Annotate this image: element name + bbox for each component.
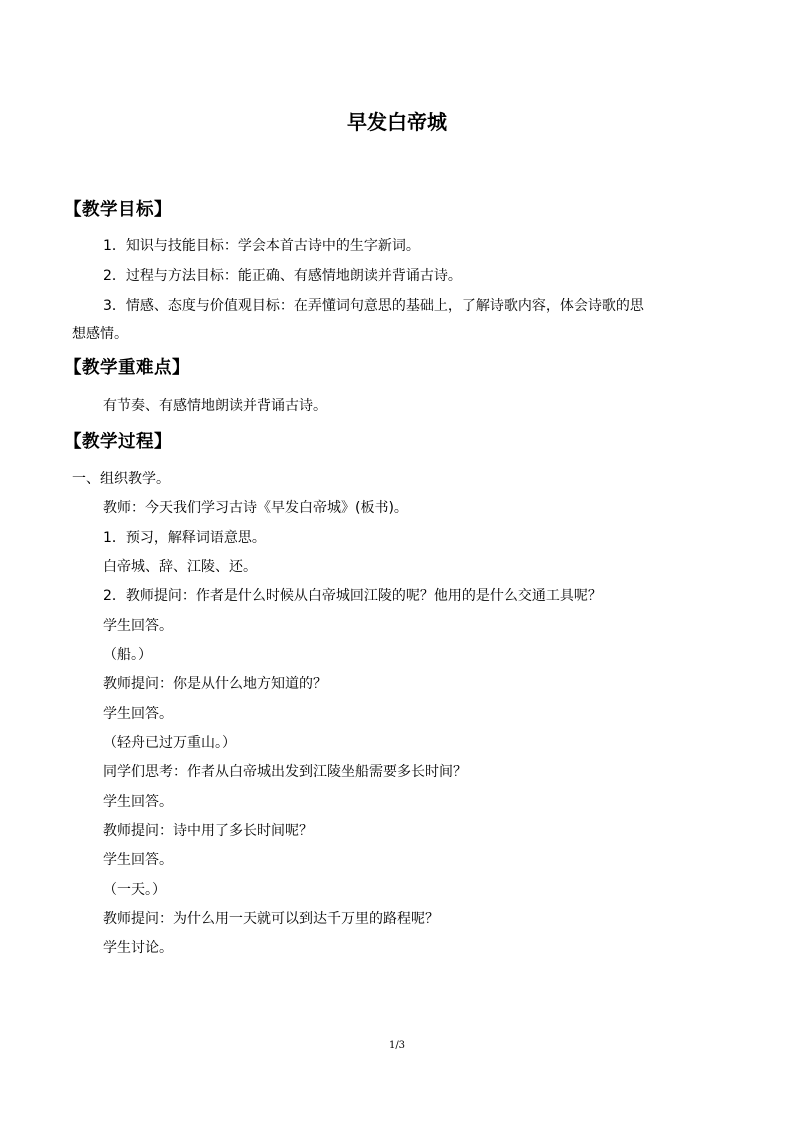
key-point-item: 有节奏、有感情地朗读并背诵古诗。 xyxy=(103,398,327,414)
process-line: （船。） xyxy=(103,647,152,663)
process-line: 同学们思考：作者从白帝城出发到江陵坐船需要多长时间？ xyxy=(103,764,467,780)
section-heading-teaching-process: 【教学过程】 xyxy=(64,432,172,452)
process-line: 1．预习，解释词语意思。 xyxy=(103,530,266,546)
process-line: 学生回答。 xyxy=(103,618,173,634)
section-heading-key-points: 【教学重难点】 xyxy=(64,358,190,378)
process-line: （一天。） xyxy=(103,882,166,898)
process-line: 教师提问：你是从什么地方知道的？ xyxy=(103,676,327,692)
process-line: 教师提问：为什么用一天就可以到达千万里的路程呢？ xyxy=(103,911,439,927)
process-line: 白帝城、辞、江陵、还。 xyxy=(103,559,257,575)
process-line: 一、组织教学。 xyxy=(72,471,170,487)
goal-item-1: 1．知识与技能目标：学会本首古诗中的生字新词。 xyxy=(103,238,420,254)
page-number: 1/3 xyxy=(388,1040,406,1051)
process-line: 学生回答。 xyxy=(103,706,173,722)
process-line: 学生讨论。 xyxy=(103,940,173,956)
process-line: 学生回答。 xyxy=(103,794,173,810)
process-line: 学生回答。 xyxy=(103,852,173,868)
process-line: （轻舟已过万重山。） xyxy=(103,735,236,751)
process-line: 教师提问：诗中用了多长时间呢？ xyxy=(103,823,313,839)
section-heading-teaching-goals: 【教学目标】 xyxy=(64,200,172,220)
process-line: 2．教师提问：作者是什么时候从白帝城回江陵的呢？他用的是什么交通工具呢？ xyxy=(103,588,602,604)
process-line: 教师：今天我们学习古诗《早发白帝城》(板书)。 xyxy=(103,500,408,516)
goal-item-3-continued: 想感情。 xyxy=(72,326,128,342)
goal-item-3: 3．情感、态度与价值观目标：在弄懂词句意思的基础上，了解诗歌内容，体会诗歌的思 xyxy=(103,298,644,314)
goal-item-2: 2．过程与方法目标：能正确、有感情地朗读并背诵古诗。 xyxy=(103,268,462,284)
page-title: 早发白帝城 xyxy=(347,110,447,134)
